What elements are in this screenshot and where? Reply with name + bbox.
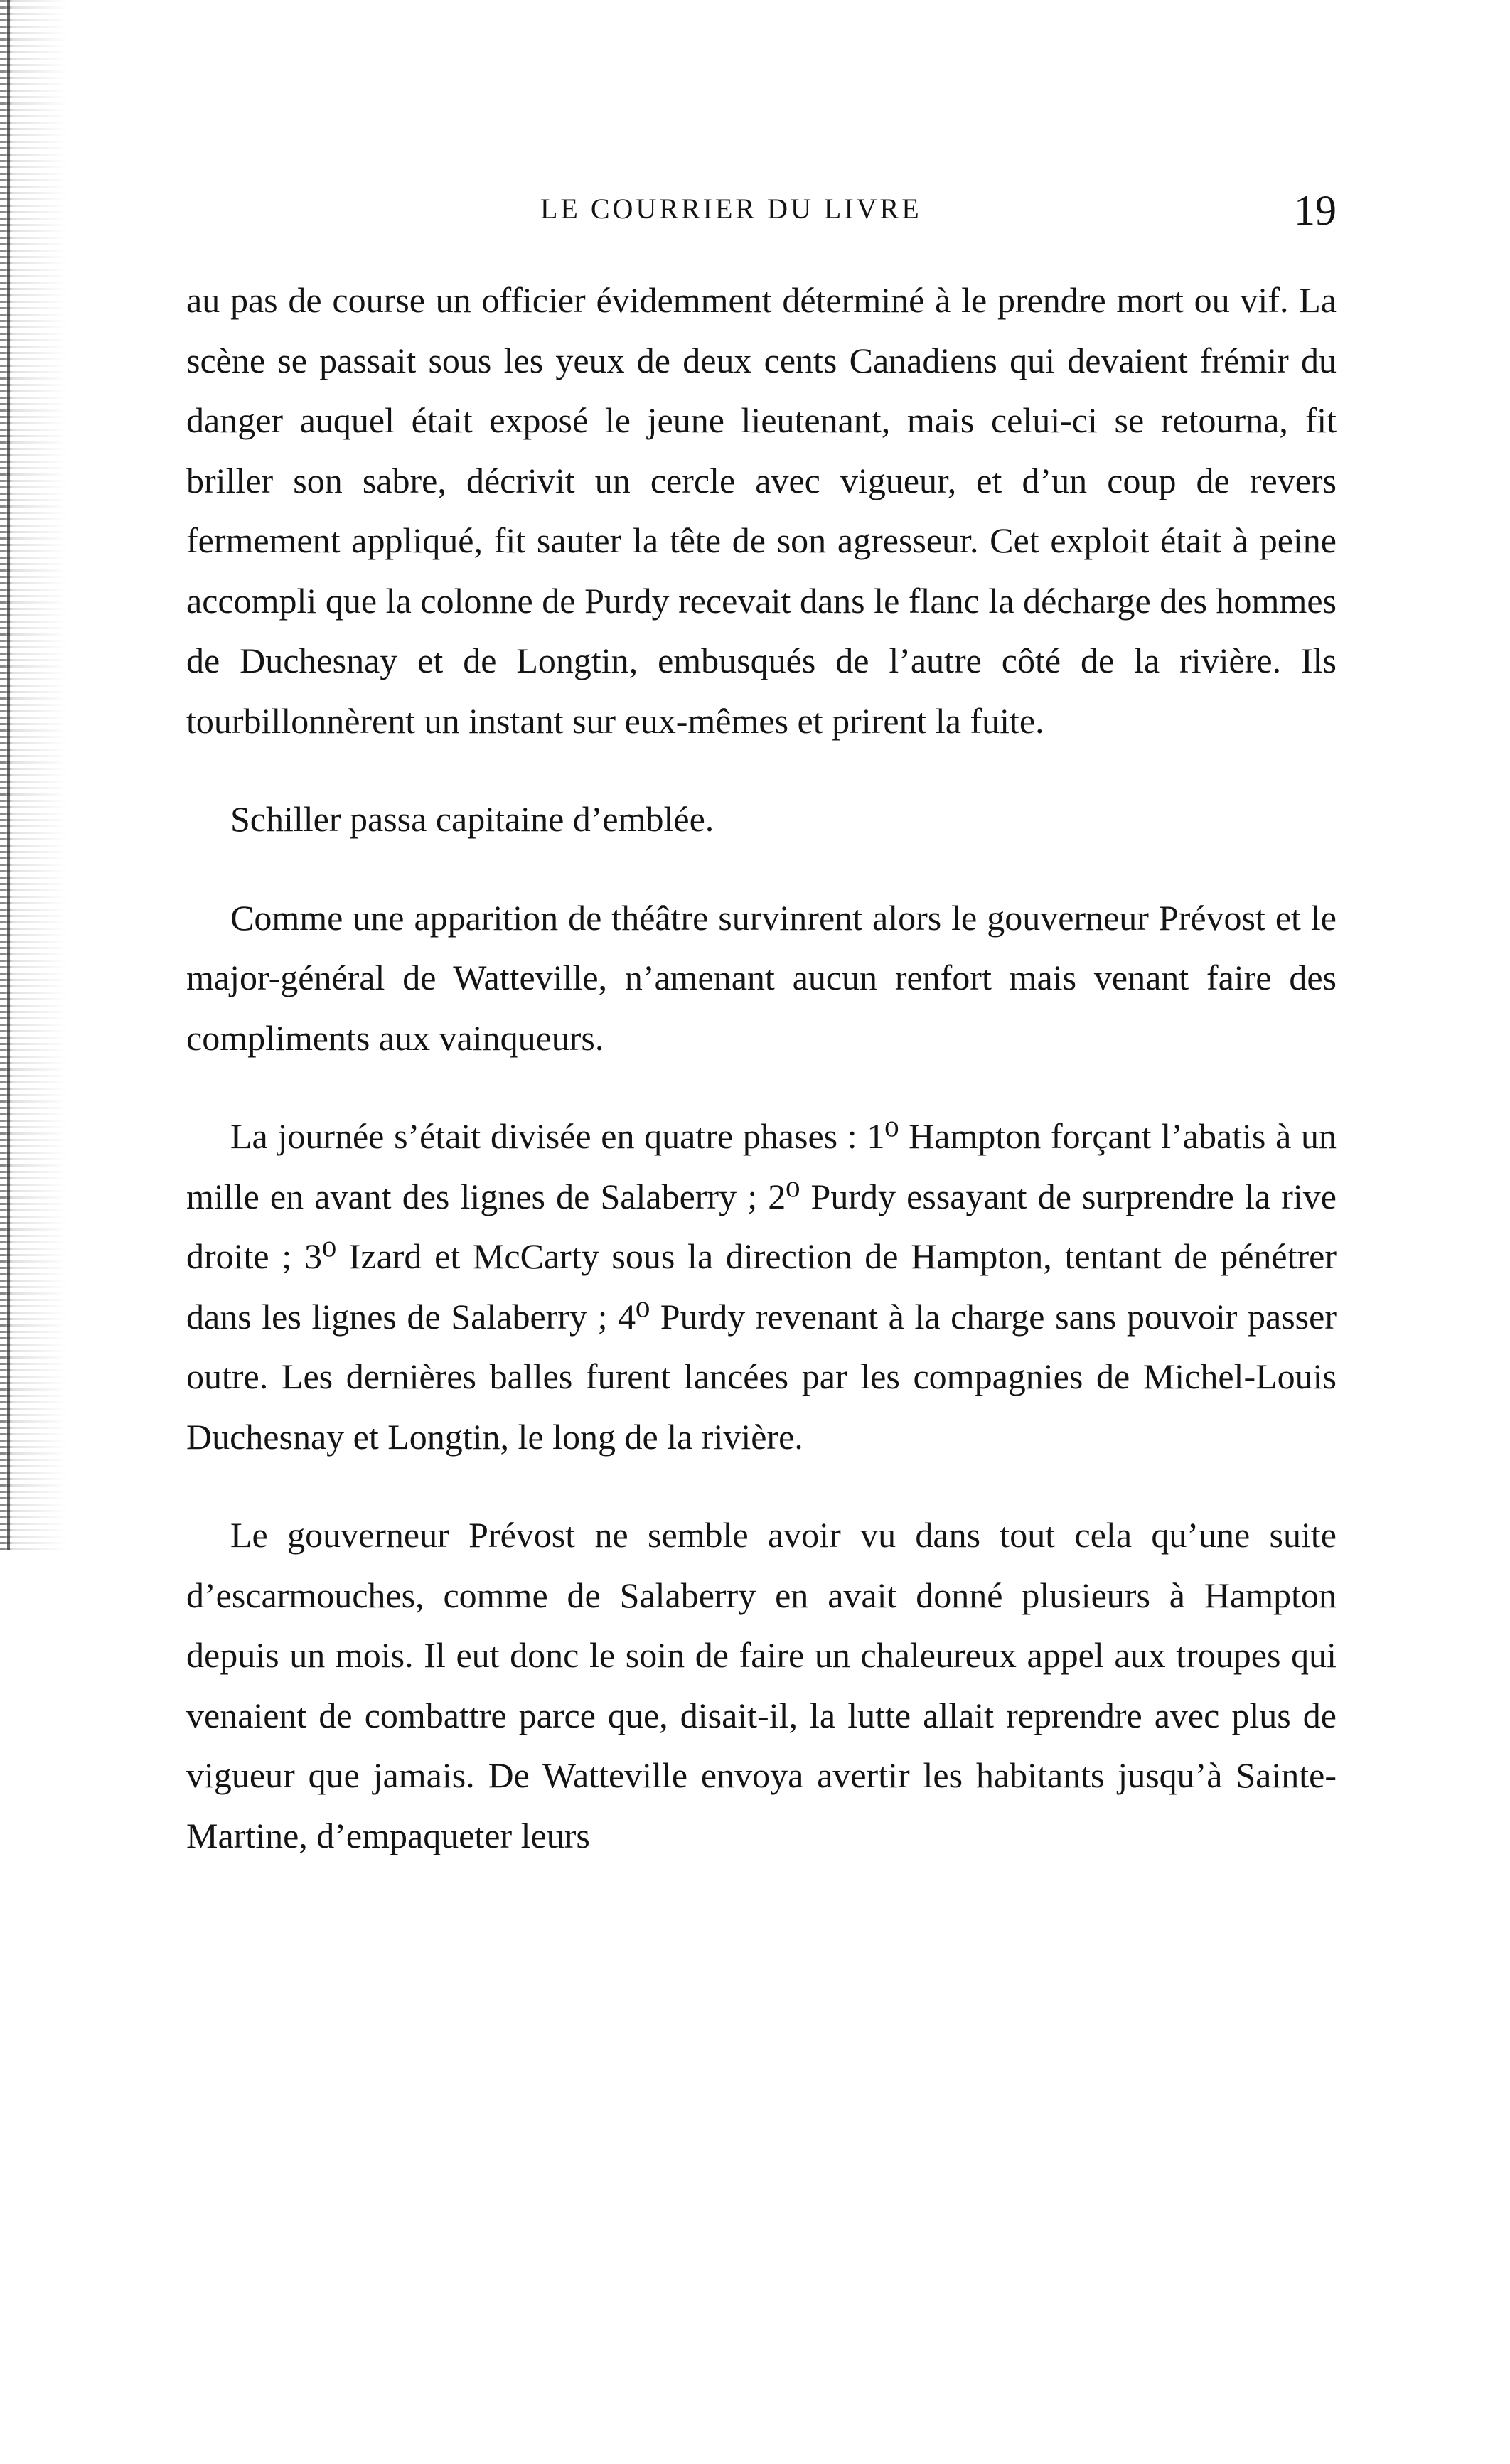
paragraph: Schiller passa capitaine d’emblée. xyxy=(230,799,714,839)
body-text xyxy=(186,270,1337,1865)
scan-binding-line xyxy=(7,0,10,1550)
paragraph: au pas de course un officier évidemment déterminé à le prendre mort ou vif. La scène se passait sous les yeux de deux cents Canadiens qui devaient frémir du danger auquel était exposé le jeune lieutenant, mais celui-ci se retourna, fit briller son sabre, décrivit un cercle avec vigueur, et d’un coup de revers fermement appliqué, fit sauter la tête de son agresseur. Cet exploit était à peine accompli que la colonne de Purdy recevait dans le flanc la décharge des hommes de Duchesnay et de Longtin, embusqués de l’autre côté de la rivière. Ils tourbillonnèrent un instant sur eux-mêmes et prirent la fuite. xyxy=(186,280,1337,741)
scan-binding-edge xyxy=(0,0,68,1550)
running-title: LE COURRIER DU LIVRE xyxy=(540,193,922,225)
page-header xyxy=(185,186,1337,243)
page-number: 19 xyxy=(1294,187,1337,234)
paragraph: La journée s’était divisée en quatre phases : 1⁰ Hampton forçant l’abatis à un mille en avant des lignes de Salaberry ; 2⁰ Purdy essayant de surprendre la rive droite ; 3⁰ Izard et McCarty sous la direction de Hampton, tentant de pénétrer dans les lignes de Salaberry ; 4⁰ Purdy revenant à la charge sans pouvoir passer outre. Les dernières balles furent lancées par les compagnies de Michel-Louis Duchesnay et Longtin, le long de la rivière. xyxy=(186,1116,1337,1457)
paragraph: Le gouverneur Prévost ne semble avoir vu dans tout cela qu’une suite d’escarmouches, comme de Salaberry en avait donné plusieurs à Hampton depuis un mois. Il eut donc le soin de faire un chaleureux appel aux troupes qui venaient de combattre parce que, disait-il, la lutte allait reprendre avec plus de vigueur que jamais. De Watteville envoya avertir les habitants jusqu’à Sainte-Martine, d’empaqueter leurs xyxy=(186,1515,1337,1855)
paragraph: Comme une apparition de théâtre survinrent alors le gouverneur Prévost et le major-général de Watteville, n’amenant aucun renfort mais venant faire des compliments aux vainqueurs. xyxy=(186,897,1337,1058)
